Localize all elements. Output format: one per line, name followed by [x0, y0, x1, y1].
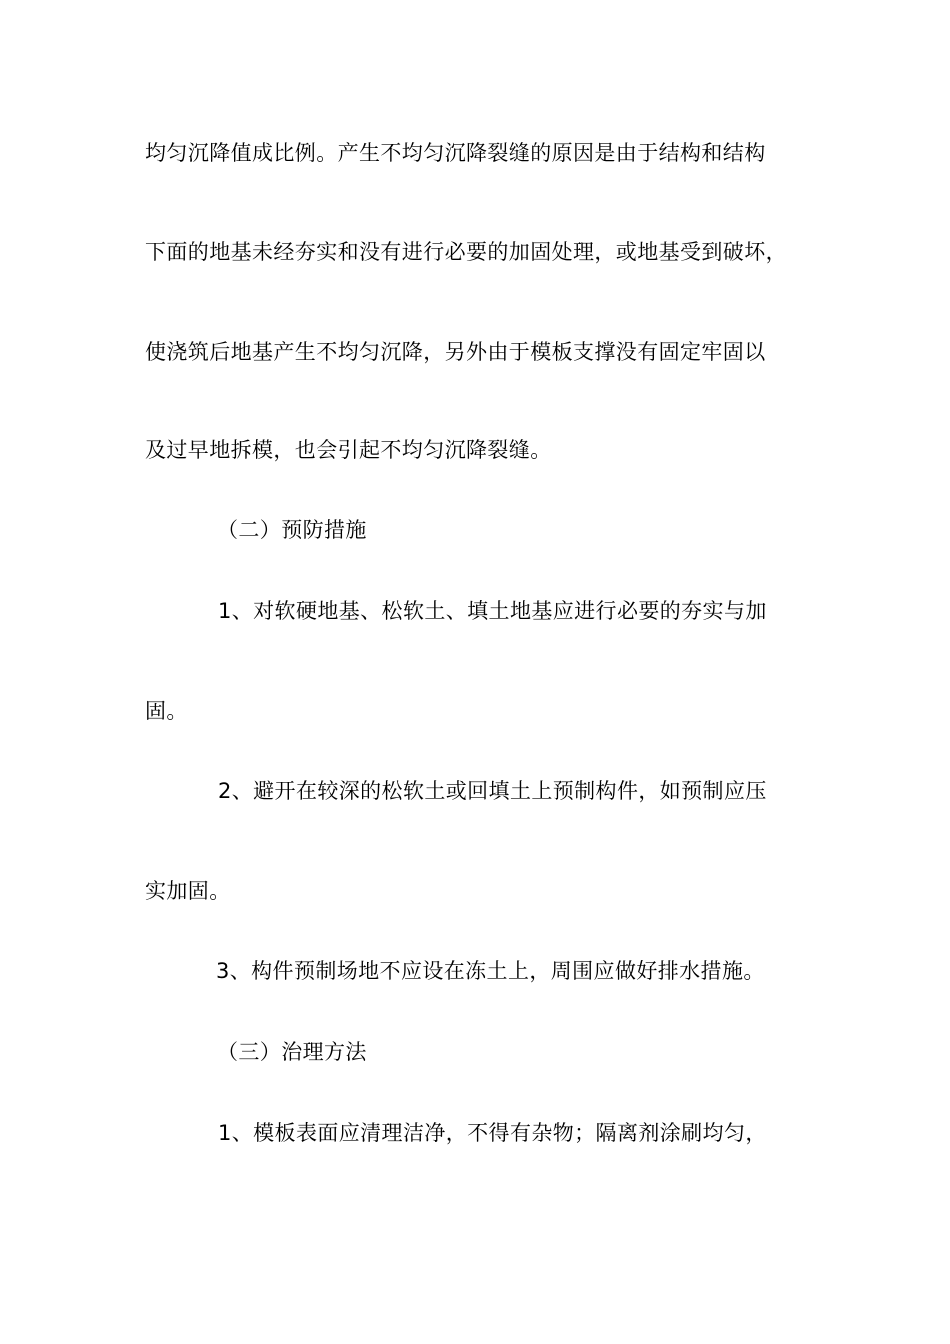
paragraph-line: 均匀沉降值成比例。产生不均匀沉降裂缝的原因是由于结构和结构	[145, 141, 766, 165]
paragraph-line: 使浇筑后地基产生不均匀沉降，另外由于模板支撑没有固定牢固以	[145, 340, 766, 364]
section-heading-treatment: （三）治理方法	[217, 1040, 367, 1064]
list-item-treatment-1: 1、模板表面应清理洁净，不得有杂物；隔离剂涂刷均匀，	[218, 1121, 767, 1145]
list-item-3: 3、构件预制场地不应设在冻土上，周围应做好排水措施。	[216, 959, 765, 983]
paragraph-line: 下面的地基未经夯实和没有进行必要的加固处理，或地基受到破坏，	[145, 240, 787, 264]
list-item-2: 2、避开在较深的松软土或回填土上预制构件，如预制应压	[218, 779, 767, 803]
list-item-2-continuation: 实加固。	[145, 879, 231, 903]
list-item-1: 1、对软硬地基、松软土、填土地基应进行必要的夯实与加	[218, 599, 767, 623]
section-heading-prevention: （二）预防措施	[217, 518, 367, 542]
paragraph-line: 及过早地拆模，也会引起不均匀沉降裂缝。	[145, 438, 552, 462]
list-item-1-continuation: 固。	[145, 699, 188, 723]
